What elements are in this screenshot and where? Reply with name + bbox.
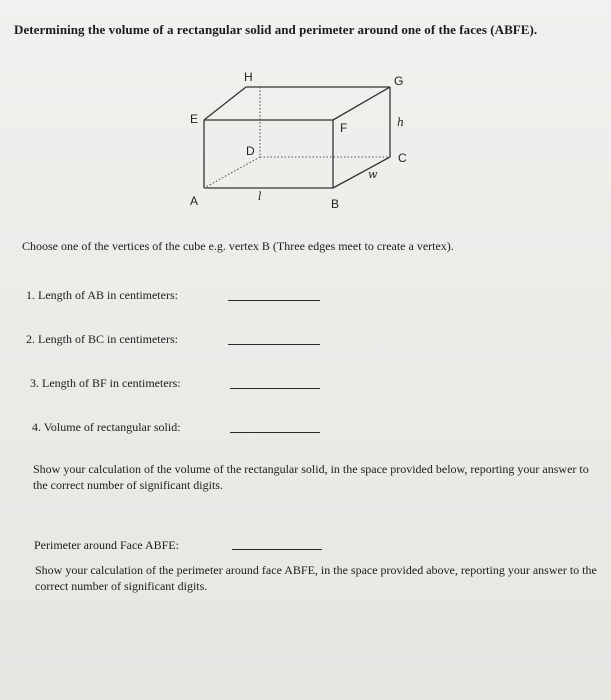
answer-blank-volume[interactable] (230, 432, 320, 433)
question-bc-length: 2. Length of BC in centimeters: (26, 332, 178, 346)
vertex-label-C: C (398, 151, 407, 165)
perimeter-calculation-instruction: Show your calculation of the perimeter around face ABFE, in the space provided above, reporting your answer to the correct number of significant digits. (35, 563, 597, 593)
vertex-label-B: B (331, 197, 340, 211)
worksheet-title: Determining the volume of a rectangular solid and perimeter around one of the faces (ABFE). (14, 22, 538, 37)
edge-EH (204, 87, 246, 120)
edge-FG (333, 87, 390, 120)
question-bf-length: 3. Length of BF in centimeters: (30, 376, 181, 390)
question-volume: 4. Volume of rectangular solid: (32, 420, 181, 434)
answer-blank-ab[interactable] (228, 300, 320, 301)
vertex-label-H: H (244, 70, 253, 84)
vertex-label-A: A (190, 194, 199, 208)
hidden-edge-DA (204, 157, 260, 188)
handwritten-w: w (368, 168, 378, 181)
edge-BC (333, 157, 390, 188)
instruction-text: Choose one of the vertices of the cube e.g. vertex B (Three edges meet to create a vertex). (22, 239, 454, 253)
handwritten-l: l (258, 190, 262, 203)
answer-blank-perimeter[interactable] (232, 549, 322, 550)
volume-calculation-instruction: Show your calculation of the volume of the rectangular solid, in the space provided below, reporting your answer to the correct number of significant digits. (33, 462, 589, 492)
question-ab-length: 1. Length of AB in centimeters: (26, 288, 178, 302)
handwritten-h: h (397, 116, 405, 129)
vertex-label-D: D (246, 144, 255, 158)
answer-blank-bc[interactable] (228, 344, 320, 345)
perimeter-label: Perimeter around Face ABFE: (34, 538, 179, 552)
vertex-label-E: E (190, 112, 199, 126)
vertex-label-G: G (394, 74, 404, 88)
answer-blank-bf[interactable] (230, 388, 320, 389)
vertex-label-F: F (340, 121, 348, 135)
